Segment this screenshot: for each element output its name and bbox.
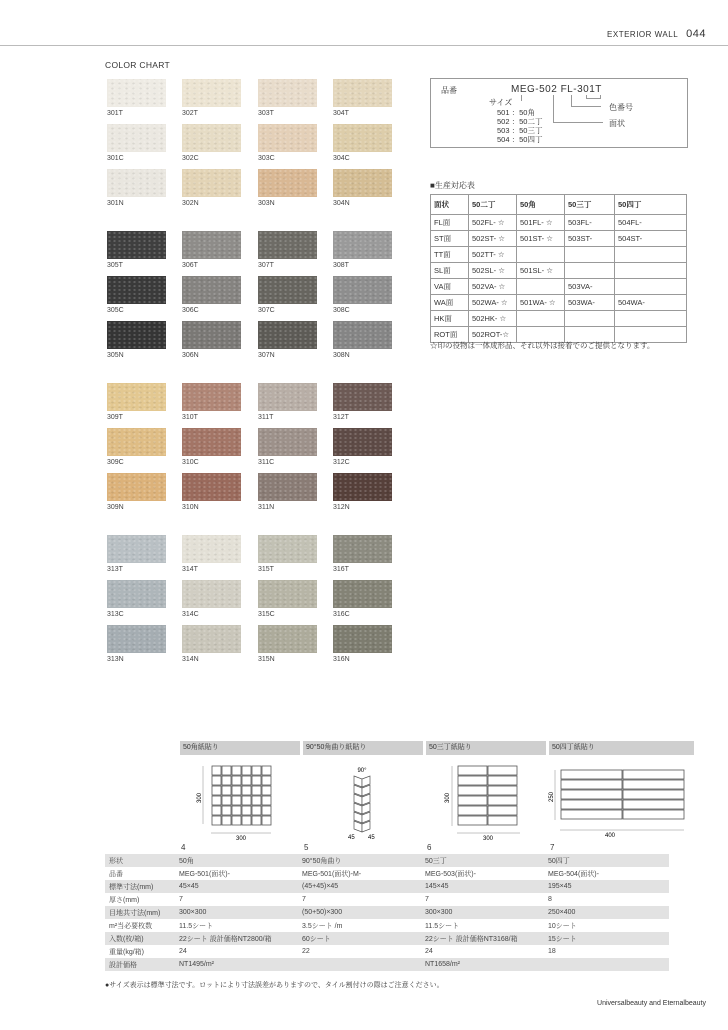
product-code-cell: 504FL-	[615, 215, 687, 231]
product-code-cell: 502HK- ☆	[469, 311, 517, 327]
spec-value: 250×400	[546, 906, 669, 919]
tile	[232, 806, 241, 815]
tile	[623, 790, 684, 799]
spec-label: 標準寸法(mm)	[105, 880, 177, 893]
tile	[242, 776, 251, 785]
swatch-code: 307C	[258, 307, 275, 314]
production-header-cell: 50二丁	[469, 195, 517, 215]
spec-row	[105, 958, 669, 971]
swatch-code: 301N	[107, 200, 124, 207]
spec-value: 15シート	[546, 932, 669, 945]
product-code-cell	[565, 263, 615, 279]
tile	[262, 776, 271, 785]
spec-label: 重量(kg/箱)	[109, 948, 144, 956]
swatch-code: 312T	[333, 414, 349, 421]
color-swatch	[182, 124, 241, 152]
product-code-cell	[615, 247, 687, 263]
product-code-cell: 501SL- ☆	[517, 263, 565, 279]
spec-label: m²当必要枚数	[109, 922, 153, 930]
product-code-cell: 504ST-	[615, 231, 687, 247]
product-code-cell	[615, 311, 687, 327]
swatch-code: 301C	[107, 155, 124, 162]
tile	[212, 796, 221, 805]
swatch-code: 313N	[107, 656, 124, 663]
spec-row	[105, 893, 669, 906]
tile	[488, 816, 517, 825]
swatch-code: 316T	[333, 566, 349, 573]
swatch-code: 304N	[333, 200, 350, 207]
color-swatch	[258, 473, 317, 501]
code-face-label: 面状	[609, 119, 625, 128]
tile	[242, 816, 251, 825]
swatch-code: 303T	[258, 110, 274, 117]
swatch-code: 302C	[182, 155, 199, 162]
tile	[262, 786, 271, 795]
spec-row	[105, 945, 669, 958]
diagram-number: 5	[304, 843, 309, 852]
spec-label: 厚さ(mm)	[109, 896, 140, 904]
color-swatch	[107, 79, 166, 107]
color-swatch	[107, 231, 166, 259]
color-swatch	[333, 473, 392, 501]
tile	[222, 776, 231, 785]
color-swatch	[182, 428, 241, 456]
tile	[212, 766, 221, 775]
dim-label: 250	[549, 791, 555, 803]
tile	[561, 770, 622, 779]
color-swatch	[333, 580, 392, 608]
swatch-code: 309N	[107, 504, 124, 511]
swatch-code: 313C	[107, 611, 124, 618]
spec-value: 50四丁	[546, 854, 669, 867]
color-swatch	[258, 79, 317, 107]
tile	[242, 796, 251, 805]
spec-label: 入数(枚/箱)	[105, 932, 177, 945]
spec-value: MEG-501(面状)-	[179, 870, 230, 878]
color-swatch	[333, 169, 392, 197]
spec-row	[105, 867, 669, 880]
swatch-code: 305T	[107, 262, 123, 269]
swatch-code: 301T	[107, 110, 123, 117]
spec-value: 300×300	[423, 906, 546, 919]
color-swatch	[258, 124, 317, 152]
production-table	[430, 194, 687, 343]
swatch-code: 316C	[333, 611, 350, 618]
spec-value: 7	[302, 896, 306, 903]
page-number: 044	[686, 28, 706, 40]
tile	[242, 766, 251, 775]
spec-value: (50+50)×300	[300, 906, 423, 919]
diagram-corner	[340, 762, 390, 842]
tile	[623, 800, 684, 809]
color-swatch	[107, 473, 166, 501]
production-header-cell: 面状	[431, 195, 469, 215]
product-code-cell: 502ROT-☆	[469, 327, 517, 343]
tile	[561, 810, 622, 819]
tile	[222, 786, 231, 795]
production-table-title: ■生産対応表	[430, 181, 475, 190]
tile	[488, 806, 517, 815]
swatch-code: 302T	[182, 110, 198, 117]
product-code-cell	[615, 279, 687, 295]
product-code-cell: 501ST- ☆	[517, 231, 565, 247]
tile	[458, 806, 487, 815]
color-swatch	[182, 625, 241, 653]
color-swatch	[258, 169, 317, 197]
diagram-50-four	[548, 762, 698, 842]
code-item: 501 ：50角	[497, 108, 535, 117]
product-code-cell: 503FL-	[565, 215, 615, 231]
swatch-code: 315N	[258, 656, 275, 663]
swatch-code: 314C	[182, 611, 199, 618]
tile	[212, 806, 221, 815]
swatch-code: 307N	[258, 352, 275, 359]
production-row	[431, 247, 687, 263]
tile	[232, 796, 241, 805]
tile	[222, 806, 231, 815]
spec-value: 22	[302, 948, 310, 955]
product-code-cell: 503WA-	[565, 295, 615, 311]
spec-value: 60シート	[300, 932, 423, 945]
face-type-cell: ST面	[431, 231, 469, 247]
product-code-cell: 502TT- ☆	[469, 247, 517, 263]
production-header-cell: 50角	[517, 195, 565, 215]
swatch-code: 309T	[107, 414, 123, 421]
tile	[458, 786, 487, 795]
face-type-cell: ROT面	[431, 327, 469, 343]
spec-value: 50角	[177, 854, 300, 867]
tile	[222, 766, 231, 775]
product-code-cell: 501FL- ☆	[517, 215, 565, 231]
spec-value: 22シート 設計価格NT2800/箱	[177, 932, 300, 945]
spec-value: MEG-504(面状)-	[548, 870, 599, 878]
spec-table	[105, 854, 669, 971]
tile	[242, 806, 251, 815]
swatch-code: 311T	[258, 414, 274, 421]
tile	[488, 776, 517, 785]
swatch-code: 303N	[258, 200, 275, 207]
product-code-cell: 502SL- ☆	[469, 263, 517, 279]
code-item: 504 ：50四丁	[497, 135, 543, 144]
tile	[242, 786, 251, 795]
tile	[623, 780, 684, 789]
diagram-header: 50四丁紙貼り	[549, 741, 694, 755]
tile	[262, 766, 271, 775]
spec-value: 24	[179, 948, 187, 955]
diagram-50-square	[195, 762, 285, 842]
spec-value: MEG-501(面状)-M-	[302, 870, 362, 878]
swatch-code: 315T	[258, 566, 274, 573]
spec-row	[105, 932, 669, 945]
tile	[232, 816, 241, 825]
diagram-header: 50角紙貼り	[180, 741, 300, 755]
tile	[262, 806, 271, 815]
production-row	[431, 263, 687, 279]
color-swatch	[107, 276, 166, 304]
spec-value: 50三丁	[423, 854, 546, 867]
tile	[252, 776, 261, 785]
color-swatch	[107, 535, 166, 563]
swatch-code: 315C	[258, 611, 275, 618]
swatch-code: 305C	[107, 307, 124, 314]
header-divider	[0, 45, 728, 46]
code-item: 503 ：50三丁	[497, 126, 543, 135]
product-code-cell: 504WA-	[615, 295, 687, 311]
dim-label: 300	[197, 792, 203, 804]
code-color-label: 色番号	[609, 103, 633, 112]
color-swatch	[182, 276, 241, 304]
color-swatch	[182, 231, 241, 259]
spec-value: 22シート 設計価格NT3168/箱	[423, 932, 546, 945]
swatch-code: 307T	[258, 262, 274, 269]
footer-tagline: Universalbeauty and Eternalbeauty	[597, 1000, 706, 1007]
product-code-cell	[615, 263, 687, 279]
spec-value	[546, 958, 669, 971]
production-row	[431, 215, 687, 231]
face-type-cell: WA面	[431, 295, 469, 311]
code-item: 502 ：50二丁	[497, 117, 543, 126]
production-header-cell: 50四丁	[615, 195, 687, 215]
tile	[252, 806, 261, 815]
color-swatch	[258, 625, 317, 653]
diagram-number: 4	[181, 843, 186, 852]
spec-value: 300×300	[177, 906, 300, 919]
spec-value: 45×45	[177, 880, 300, 893]
spec-row	[105, 906, 669, 919]
tile	[212, 816, 221, 825]
dim-label: 300	[482, 836, 494, 842]
tile	[262, 796, 271, 805]
spec-value: 24	[425, 948, 433, 955]
spec-row	[105, 919, 669, 932]
product-code-cell	[565, 311, 615, 327]
color-swatch	[333, 124, 392, 152]
diagram-50-three	[440, 762, 530, 842]
color-swatch	[182, 321, 241, 349]
spec-value: 18	[548, 948, 556, 955]
swatch-code: 304C	[333, 155, 350, 162]
spec-value: 10シート	[548, 922, 577, 930]
swatch-code: 310T	[182, 414, 198, 421]
face-type-cell: VA面	[431, 279, 469, 295]
color-swatch	[258, 428, 317, 456]
product-code-cell: 503VA-	[565, 279, 615, 295]
tile	[458, 766, 487, 775]
color-swatch	[107, 580, 166, 608]
color-swatch	[107, 169, 166, 197]
face-type-cell: TT面	[431, 247, 469, 263]
color-swatch	[258, 321, 317, 349]
spec-value: NT1495/m²	[177, 958, 300, 971]
color-swatch	[333, 535, 392, 563]
color-swatch	[333, 625, 392, 653]
spec-value: 90°50角曲り	[300, 854, 423, 867]
spec-value: 11.5シート	[179, 922, 214, 930]
swatch-code: 306T	[182, 262, 198, 269]
color-swatch	[182, 79, 241, 107]
color-swatch	[258, 535, 317, 563]
production-row	[431, 311, 687, 327]
spec-value: 3.5シート /m	[302, 922, 343, 930]
spec-value: 145×45	[423, 880, 546, 893]
product-code-cell: 502ST- ☆	[469, 231, 517, 247]
production-row	[431, 295, 687, 311]
spec-row	[105, 880, 669, 893]
tile	[252, 816, 261, 825]
code-example: MEG-502 FL-301T	[511, 84, 602, 95]
spec-label: 品番	[109, 870, 123, 878]
spec-value: NT1658/m²	[423, 958, 546, 971]
tile	[623, 770, 684, 779]
swatch-code: 312N	[333, 504, 350, 511]
color-swatch	[258, 231, 317, 259]
swatch-code: 311N	[258, 504, 275, 511]
tile	[561, 780, 622, 789]
color-swatch	[107, 428, 166, 456]
product-code-cell	[517, 247, 565, 263]
face-type-cell: SL面	[431, 263, 469, 279]
spec-value: 11.5シート	[425, 922, 460, 930]
spec-value: 7	[425, 896, 429, 903]
swatch-code: 308T	[333, 262, 349, 269]
dim-label: 400	[604, 833, 616, 839]
swatch-code: 310C	[182, 459, 199, 466]
tile	[232, 786, 241, 795]
swatch-code: 308C	[333, 307, 350, 314]
color-swatch	[182, 473, 241, 501]
face-type-cell: HK面	[431, 311, 469, 327]
color-swatch	[107, 625, 166, 653]
color-swatch	[182, 580, 241, 608]
tile	[262, 816, 271, 825]
product-code-cell	[517, 279, 565, 295]
color-swatch	[333, 321, 392, 349]
spec-value: MEG-503(面状)-	[425, 870, 476, 878]
color-swatch	[258, 580, 317, 608]
tile	[252, 786, 261, 795]
tile	[212, 776, 221, 785]
color-swatch	[258, 276, 317, 304]
tile	[458, 816, 487, 825]
spec-value: 8	[548, 896, 552, 903]
spec-value: 195×45	[546, 880, 669, 893]
dim-label: 45	[368, 835, 375, 841]
tile	[623, 810, 684, 819]
color-swatch	[107, 383, 166, 411]
swatch-code: 306N	[182, 352, 199, 359]
swatch-code: 314N	[182, 656, 199, 663]
production-header-cell: 50三丁	[565, 195, 615, 215]
spec-value	[300, 958, 423, 971]
dim-label: 300	[445, 792, 451, 804]
swatch-code: 314T	[182, 566, 198, 573]
color-swatch	[182, 535, 241, 563]
tile	[252, 766, 261, 775]
swatch-code: 306C	[182, 307, 199, 314]
page-header	[607, 28, 706, 40]
product-code-cell: 501WA- ☆	[517, 295, 565, 311]
tile	[561, 790, 622, 799]
swatch-code: 310N	[182, 504, 199, 511]
product-code-cell: 502VA- ☆	[469, 279, 517, 295]
swatch-code: 311C	[258, 459, 275, 466]
color-swatch	[107, 124, 166, 152]
swatch-code: 303C	[258, 155, 275, 162]
tile	[458, 776, 487, 785]
color-swatch	[182, 169, 241, 197]
tile	[488, 796, 517, 805]
production-row	[431, 279, 687, 295]
swatch-code: 305N	[107, 352, 124, 359]
spec-value: 7	[179, 896, 183, 903]
color-swatch	[333, 428, 392, 456]
product-code-cell	[565, 247, 615, 263]
diagram-header: 90°50角曲り紙貼り	[303, 741, 423, 755]
swatch-code: 316N	[333, 656, 350, 663]
swatch-code: 312C	[333, 459, 350, 466]
swatch-code: 308N	[333, 352, 350, 359]
diagram-number: 6	[427, 843, 432, 852]
product-code-cell	[517, 311, 565, 327]
face-type-cell: FL面	[431, 215, 469, 231]
dim-label: 300	[235, 836, 247, 842]
spec-label: 形状	[105, 854, 177, 867]
dim-label: 90°	[357, 768, 367, 774]
product-code-cell: 503ST-	[565, 231, 615, 247]
color-swatch	[333, 79, 392, 107]
spec-value: (45+45)×45	[300, 880, 423, 893]
color-chart-title: COLOR CHART	[105, 60, 171, 70]
production-note: ☆印の役物は一体成形品、それ以外は接着でのご提供となります。	[430, 341, 655, 350]
code-label: 品番	[441, 86, 457, 95]
swatch-code: 309C	[107, 459, 124, 466]
tile	[561, 800, 622, 809]
tile	[232, 766, 241, 775]
production-row	[431, 231, 687, 247]
color-swatch	[182, 383, 241, 411]
product-code-cell: 502WA- ☆	[469, 295, 517, 311]
tile	[488, 766, 517, 775]
diagram-header: 50三丁紙貼り	[426, 741, 546, 755]
tile	[222, 796, 231, 805]
spec-note: ●サイズ表示は標準寸法です。ロットにより寸法誤差がありますので、タイル割付けの際はご注意ください。	[105, 982, 444, 989]
section-title: EXTERIOR WALL	[607, 29, 679, 39]
spec-label: 設計価格	[105, 958, 177, 971]
color-swatch	[107, 321, 166, 349]
swatch-code: 302N	[182, 200, 199, 207]
tile	[232, 776, 241, 785]
swatch-code: 304T	[333, 110, 349, 117]
color-swatch	[258, 383, 317, 411]
code-size-label: サイズ	[489, 98, 513, 107]
product-code-cell: 502FL- ☆	[469, 215, 517, 231]
tile	[458, 796, 487, 805]
product-code-diagram	[430, 78, 688, 148]
spec-row	[105, 854, 669, 867]
tile	[212, 786, 221, 795]
diagram-number: 7	[550, 843, 555, 852]
swatch-code: 313T	[107, 566, 123, 573]
color-swatch	[333, 231, 392, 259]
tile	[488, 786, 517, 795]
color-swatch	[333, 383, 392, 411]
tile	[252, 796, 261, 805]
tile	[222, 816, 231, 825]
spec-label: 目地共寸法(mm)	[105, 906, 177, 919]
color-swatch	[333, 276, 392, 304]
dim-label: 45	[348, 835, 355, 841]
